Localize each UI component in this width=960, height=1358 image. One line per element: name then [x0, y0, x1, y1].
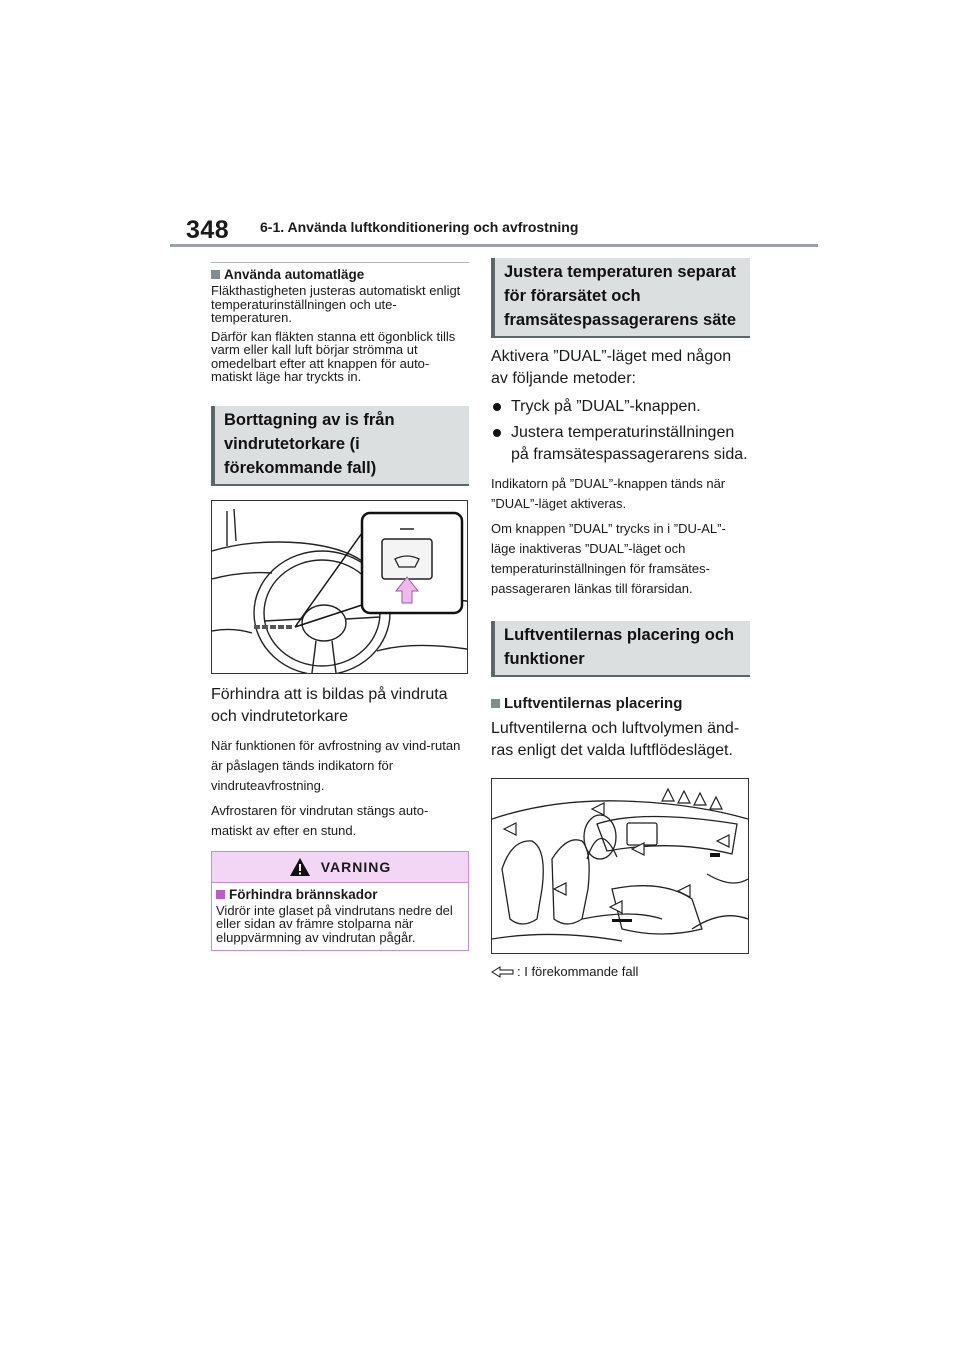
cabin-vents-drawing	[492, 779, 748, 953]
dual-heading: Justera temperaturen separat för förarsätet och framsätespassagerarens säte	[491, 258, 750, 338]
vents-subheading	[491, 695, 750, 712]
list-item-text: Tryck på ”DUAL”-knappen.	[511, 398, 701, 415]
auto-mode-paragraph-2: Därför kan fläkten stanna ett ögonblick tills varm eller kall luft börjar strömma ut omedelbart efter att knappen för auto-matiskt läge har tryckts in.	[211, 328, 456, 384]
deice-paragraph-1: När funktionen för avfrostning av vind-rutan är påslagen tänds indikatorn för vindruteavfrostning.	[211, 737, 461, 793]
vents-text: Luftventilerna och luftvolymen änd-ras enligt det valda luftflödesläget.	[491, 720, 740, 759]
auto-mode-subheading	[211, 267, 469, 282]
square-bullet-icon	[211, 270, 220, 279]
left-column	[211, 262, 469, 951]
warning-triangle-icon	[289, 857, 311, 877]
defroster-illustration	[211, 500, 468, 674]
warning-item-title: Förhindra brännskador	[229, 886, 378, 902]
legend-note	[491, 964, 750, 979]
deice-heading: Borttagning av is från vindrutetorkare (i förekommande fall)	[211, 406, 469, 486]
page-number: 348	[186, 216, 230, 244]
vents-illustration	[491, 778, 749, 954]
warning-item-heading	[216, 887, 464, 902]
dashboard-wheel-drawing	[212, 501, 467, 673]
list-item-text: Justera temperaturinställningen på framsätespassagerarens sida.	[511, 424, 748, 463]
deice-text: Förhindra att is bildas på vindruta och vindrutetorkare	[211, 685, 448, 725]
vents-heading: Luftventilernas placering och funktioner	[491, 621, 750, 677]
deice-paragraph-2: Avfrostaren för vindrutan stängs auto-matiskt av efter en stund.	[211, 802, 429, 838]
list-item	[491, 396, 750, 418]
dual-paragraph-2: Om knappen ”DUAL” trycks in i ”DU-AL”-läge inaktiveras ”DUAL”-läget och temperaturinställningen för framsätes-passageraren länkas till förarsidan.	[491, 521, 726, 596]
bullet-dot-icon	[493, 429, 501, 437]
dual-intro: Aktivera ”DUAL”-läget med någon av följande metoder:	[491, 348, 732, 387]
auto-mode-paragraph-1: Fläkthastigheten justeras automatiskt enligt temperaturinställningen och ute-temperaturen.	[211, 283, 461, 325]
warning-header	[212, 852, 468, 883]
square-bullet-icon	[491, 699, 500, 708]
warning-item-text: Vidrör inte glaset på vindrutans nedre del eller sidan av främre stolparna när eluppvärmning av vindrutan pågår.	[216, 902, 453, 945]
optional-vent-arrow-icon	[491, 966, 515, 978]
divider	[211, 262, 469, 263]
dual-paragraph-1: Indikatorn på ”DUAL”-knappen tänds när ”DUAL”-läget aktiveras.	[491, 476, 726, 511]
legend-text: : I förekommande fall	[517, 964, 639, 979]
right-column	[491, 258, 750, 979]
list-item	[491, 422, 750, 466]
section-title: 6-1. Använda luftkonditionering och avfrostning	[260, 219, 579, 235]
auto-mode-title: Använda automatläge	[224, 267, 365, 282]
square-bullet-icon	[216, 890, 225, 899]
vents-sub-title: Luftventilernas placering	[504, 695, 683, 712]
header-rule	[170, 244, 818, 247]
bullet-dot-icon	[493, 403, 501, 411]
warning-body	[212, 883, 468, 951]
warning-box	[211, 851, 469, 952]
warning-label: VARNING	[320, 858, 392, 875]
